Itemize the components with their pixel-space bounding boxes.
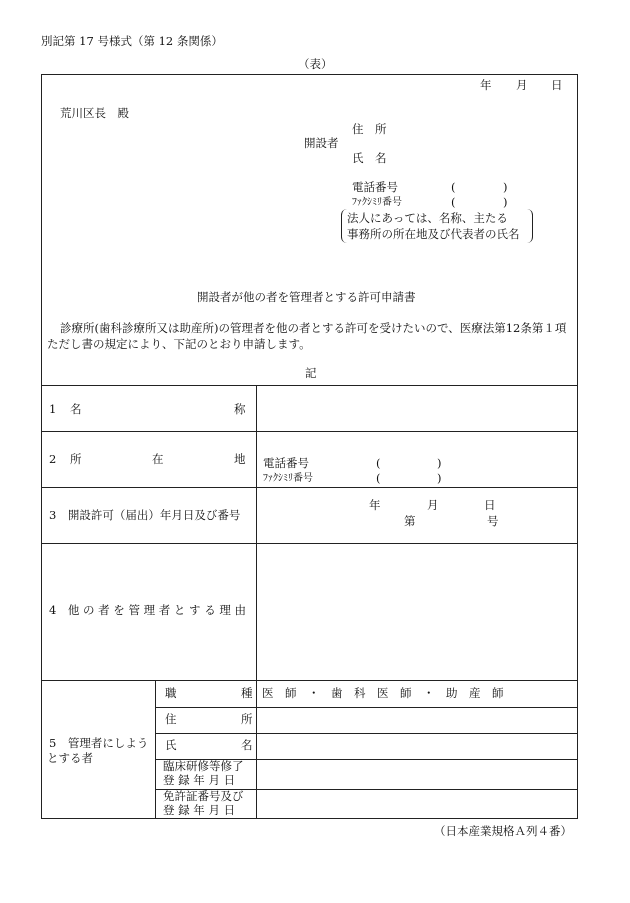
founder-phone-paren-open: ( [451, 180, 456, 194]
corporation-note-line1: 法人にあっては、名称、主たる [347, 211, 508, 225]
license-label-line2: 登 録 年 月 日 [163, 803, 236, 817]
addressee: 荒川区長 殿 [60, 106, 129, 120]
permit-month-label: 月 [427, 498, 439, 512]
permit-year-label: 年 [369, 498, 381, 512]
row2-label-b: 在 [152, 452, 164, 466]
facility-phone-paren-open: ( [376, 456, 381, 470]
row5-label-line1: 5 管理者にしよう [49, 736, 149, 750]
body-text-line2: ただし書の規定により、下記のとおり申請します。 [47, 337, 311, 351]
document-title: 開設者が他の者を管理者とする許可申請書 [197, 290, 416, 304]
row1-number: 1 [49, 402, 57, 416]
founder-phone-label[interactable]: 電話番号 [352, 180, 398, 194]
training-label-line2: 登 録 年 月 日 [163, 773, 236, 787]
founder-fax-paren-close: ) [503, 195, 508, 209]
body-text-line1: 診療所(歯科診療所又は助産所)の管理者を他の者とする許可を受けたいので、医療法第12条第１項 [60, 321, 567, 335]
date-year-label: 年 [480, 78, 492, 92]
permit-dai-label: 第 [404, 514, 416, 528]
table-top-line [41, 385, 578, 386]
row-divider [41, 543, 578, 544]
row2-label-c: 地 [234, 452, 246, 466]
permit-day-label: 日 [484, 498, 496, 512]
column-divider [256, 385, 257, 819]
row1-label-b: 称 [234, 402, 246, 416]
facility-phone-paren-close: ) [437, 456, 442, 470]
manager-address-label-b: 所 [241, 712, 253, 726]
facility-phone-label[interactable]: 電話番号 [263, 456, 309, 470]
front-side-label: （表） [298, 57, 333, 71]
row2-label-a: 所 [70, 452, 82, 466]
ki-heading: 記 [305, 366, 317, 380]
founder-fax-paren-open: ( [451, 195, 456, 209]
date-month-label: 月 [516, 78, 528, 92]
row2-number: 2 [49, 452, 57, 466]
manager-name-label-a: 氏 [165, 738, 177, 752]
occupation-label-a: 職 [165, 686, 177, 700]
manager-address-label-a: 住 [165, 712, 177, 726]
sub-row-divider [155, 733, 578, 734]
founder-fax-label[interactable]: ﾌｧｸｼﾐﾘ番号 [352, 197, 402, 208]
facility-name-field[interactable] [258, 387, 576, 429]
corporation-note-line2: 事務所の所在地及び代表者の氏名 [347, 227, 520, 241]
manager-name-label-b: 名 [241, 738, 253, 752]
occupation-label-b: 種 [241, 686, 253, 700]
row-divider [41, 431, 578, 432]
row1-label-a: 名 [70, 402, 82, 416]
facility-fax-paren-close: ) [437, 471, 442, 485]
founder-label: 開設者 [304, 136, 339, 150]
date-day-label: 日 [551, 78, 563, 92]
founder-phone-paren-close: ) [503, 180, 508, 194]
row-divider [41, 680, 578, 681]
reason-field[interactable] [258, 545, 576, 678]
facility-fax-paren-open: ( [376, 471, 381, 485]
paper-size-note: （日本産業規格Ａ列４番） [434, 824, 572, 838]
training-label-line1: 臨床研修等修了 [163, 759, 244, 773]
occupation-options[interactable]: 医 師 ・ 歯 科 医 師 ・ 助 産 師 [262, 686, 504, 700]
permit-go-label: 号 [487, 514, 499, 528]
facility-fax-label[interactable]: ﾌｧｸｼﾐﾘ番号 [263, 473, 313, 484]
row-divider [41, 487, 578, 488]
form-number-title: 別記第 17 号様式（第 12 条関係） [41, 34, 223, 48]
row5-label-line2: とする者 [47, 751, 93, 765]
row3-label: 3 開設許可（届出）年月日及び番号 [49, 508, 241, 522]
row4-label: 4 他 の 者 を 管 理 者 と す る 理 由 [49, 603, 247, 617]
founder-name-label[interactable]: 氏 名 [352, 151, 387, 165]
license-label-line1: 免許証番号及び [163, 789, 244, 803]
founder-address-label[interactable]: 住 所 [352, 122, 387, 136]
sub-row-divider [155, 707, 578, 708]
column-divider [155, 680, 156, 819]
